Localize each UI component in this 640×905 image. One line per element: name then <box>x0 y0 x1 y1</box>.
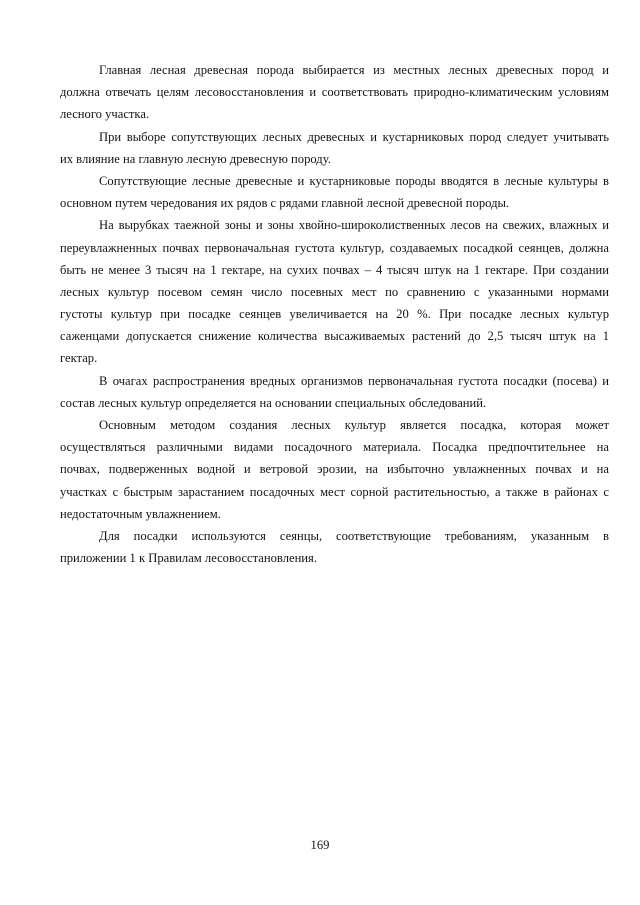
text-line: На вырубках таежной зоны и зоны хвойно-широколиственных лесов на свежих, влажных и <box>99 218 609 233</box>
text-line: их влияние на главную лесную древесную породу. <box>60 151 331 166</box>
body-text <box>60 59 609 569</box>
text-line: Основным методом создания лесных культур является посадка, которая может <box>99 418 609 432</box>
text-line: состав лесных культур определяется на основании специальных обследований. <box>60 395 487 410</box>
text-line: Для посадки используются сеянцы, соответствующие требованиям, указанным в <box>99 528 609 543</box>
text-line: почвах, подверженных водной и ветровой эрозии, на избыточно увлажненных почвах и на <box>60 462 609 477</box>
text-line: В очагах распространения вредных организмов первоначальная густота посадки (посева) и <box>99 373 609 388</box>
text-line: Сопутствующие лесные древесные и кустарниковые породы вводятся в лесные культуры в <box>99 173 609 188</box>
text-line: При выборе сопутствующих лесных древесных и кустарниковых пород следует учитывать <box>99 129 609 144</box>
text-line: быть не менее 3 тысяч на 1 гектаре, на сухих почвах – 4 тысяч штук на 1 гектаре. При создании <box>60 262 609 277</box>
text-line: должна отвечать целям лесовосстановления и соответствовать природно-климатическим условиям <box>60 85 609 100</box>
paragraph-pest-foci <box>60 370 609 414</box>
text-line: гектар. <box>60 351 98 366</box>
text-line: приложении 1 к Правилам лесовосстановления. <box>60 551 317 566</box>
paragraph-planting-density <box>60 214 609 369</box>
paragraph-row-alternation <box>60 170 609 214</box>
paragraph-seedlings <box>60 525 609 569</box>
text-line: Главная лесная древесная порода выбирается из местных лесных древесных пород и <box>99 63 609 77</box>
text-line: участках с быстрым зарастанием посадочных мест сорной растительностью, а также в районах с <box>60 484 609 499</box>
text-line: густоты культур при посадке сеянцев увеличивается на 20 %. При посадке лесных культур <box>60 307 609 322</box>
page-number: 169 <box>310 838 330 852</box>
text-line: переувлажненных почвах первоначальная густота культур, создаваемых посадкой сеянцев, должна <box>60 240 609 255</box>
text-line: основном путем чередования их рядов с рядами главной лесной древесной породы. <box>60 196 510 211</box>
text-line: лесных культур посевом семян число посевных мест по сравнению с указанными нормами <box>60 284 609 299</box>
text-line: лесного участка. <box>60 107 150 122</box>
text-line: саженцами допускается снижение количества высаживаемых растений до 2,5 тысяч штук на 1 <box>60 329 609 344</box>
paragraph-main-species <box>60 59 609 126</box>
text-line: осуществляться различными видами посадочного материала. Посадка предпочтительнее на <box>60 440 609 455</box>
text-line: недостаточным увлажнением. <box>60 506 221 521</box>
paragraph-planting-method <box>60 414 609 525</box>
paragraph-companion-species <box>60 126 609 170</box>
